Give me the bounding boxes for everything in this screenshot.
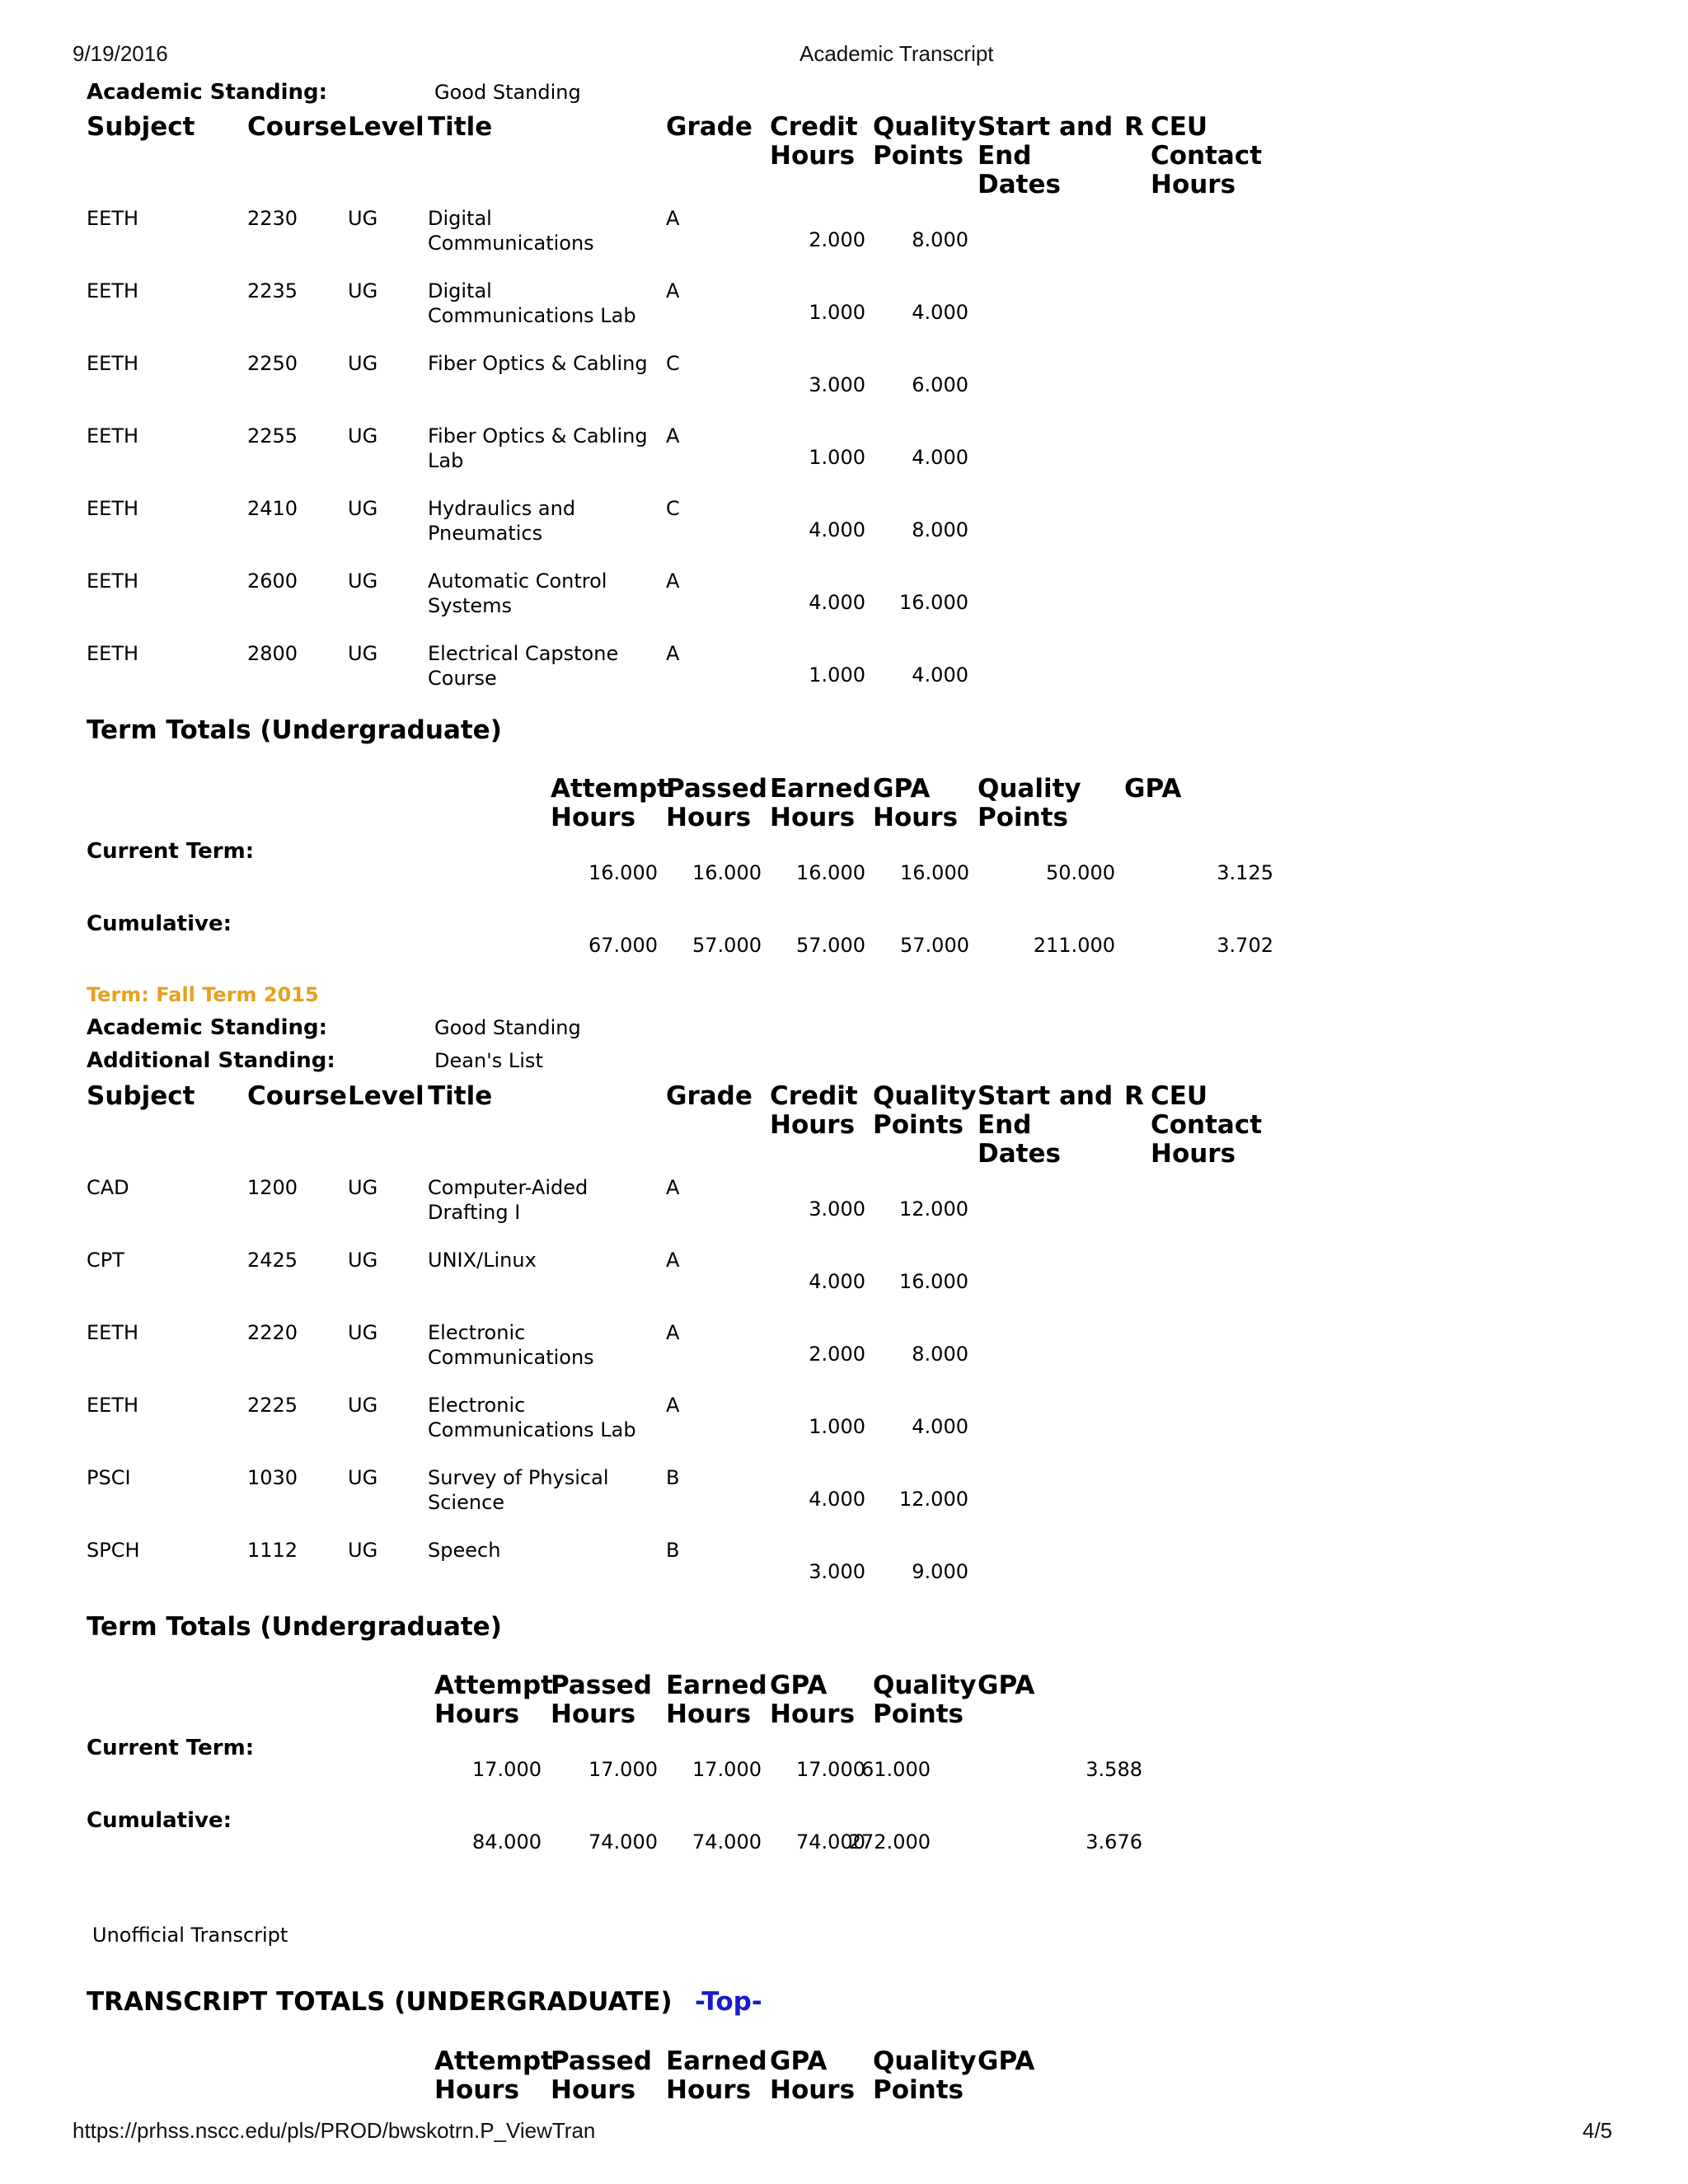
- course-credit-hours: 4.000: [809, 1270, 865, 1293]
- col-passed-hours: Passed Hours: [551, 2046, 652, 2105]
- passed-hours-value: 74.000: [588, 1830, 658, 1854]
- course-level: UG: [348, 1321, 378, 1344]
- course-level: UG: [348, 1466, 378, 1489]
- course-credit-hours: 1.000: [809, 663, 865, 687]
- course-title: Fiber Optics & Cabling: [428, 352, 648, 375]
- col-gpa: GPA: [1124, 774, 1182, 804]
- course-number: 2600: [247, 569, 298, 593]
- col-title: Title: [428, 112, 493, 142]
- course-quality-points: 4.000: [912, 301, 968, 324]
- course-subject: CAD: [87, 1176, 129, 1199]
- course-number: 2425: [247, 1249, 298, 1272]
- earned-hours-value: 74.000: [692, 1830, 762, 1854]
- term-totals-title: Term Totals (Undergraduate): [87, 715, 502, 745]
- attempt-hours-value: 67.000: [588, 934, 658, 957]
- col-level: Level: [348, 112, 424, 142]
- col-totals-quality-points: Quality Points: [873, 1671, 977, 1729]
- col-r: R: [1124, 112, 1144, 142]
- col-gpa: GPA: [978, 2046, 1035, 2076]
- course-credit-hours: 2.000: [809, 228, 865, 251]
- course-level: UG: [348, 497, 378, 520]
- col-grade: Grade: [666, 1081, 753, 1111]
- course-grade: A: [666, 424, 680, 448]
- col-dates: Start and End Dates: [978, 112, 1114, 199]
- print-date: 9/19/2016: [73, 41, 168, 66]
- course-title: Electronic Communications: [428, 1321, 594, 1369]
- course-number: 1030: [247, 1466, 298, 1489]
- gpa-value: 3.702: [1217, 934, 1273, 957]
- earned-hours-value: 17.000: [692, 1758, 762, 1781]
- course-quality-points: 8.000: [912, 1343, 968, 1366]
- course-credit-hours: 3.000: [809, 1560, 865, 1583]
- cumulative-label: Cumulative:: [87, 1808, 232, 1833]
- course-subject: EETH: [87, 642, 139, 665]
- course-subject: CPT: [87, 1249, 124, 1272]
- course-level: UG: [348, 207, 378, 230]
- col-gpa-hours: GPA Hours: [770, 1671, 856, 1729]
- quality-points-value: 211.000: [1033, 934, 1115, 957]
- course-grade: A: [666, 1176, 680, 1199]
- course-number: 2225: [247, 1394, 298, 1417]
- course-level: UG: [348, 1176, 378, 1199]
- course-credit-hours: 4.000: [809, 1488, 865, 1511]
- course-quality-points: 4.000: [912, 1415, 968, 1438]
- course-quality-points: 8.000: [912, 228, 968, 251]
- attempt-hours-value: 16.000: [588, 861, 658, 884]
- gpa-hours-value: 16.000: [900, 861, 969, 884]
- course-grade: A: [666, 569, 680, 593]
- course-title: Electrical Capstone Course: [428, 642, 619, 690]
- course-title: Digital Communications: [428, 207, 594, 255]
- course-quality-points: 8.000: [912, 518, 968, 541]
- course-grade: A: [666, 1394, 680, 1417]
- course-number: 1200: [247, 1176, 298, 1199]
- passed-hours-value: 16.000: [692, 861, 762, 884]
- course-level: UG: [348, 1394, 378, 1417]
- col-subject: Subject: [87, 112, 195, 142]
- col-totals-quality-points: Quality Points: [978, 774, 1081, 832]
- course-subject: EETH: [87, 1321, 139, 1344]
- course-number: 2230: [247, 207, 298, 230]
- course-number: 2235: [247, 279, 298, 302]
- course-number: 2250: [247, 352, 298, 375]
- earned-hours-value: 16.000: [796, 861, 865, 884]
- passed-hours-value: 57.000: [692, 934, 762, 957]
- course-level: UG: [348, 424, 378, 448]
- course-subject: EETH: [87, 352, 139, 375]
- course-subject: EETH: [87, 1394, 139, 1417]
- course-credit-hours: 1.000: [809, 446, 865, 469]
- print-url: https://prhss.nscc.edu/pls/PROD/bwskotrn.P_ViewTran: [73, 2118, 596, 2143]
- course-subject: EETH: [87, 207, 139, 230]
- course-level: UG: [348, 352, 378, 375]
- passed-hours-value: 17.000: [588, 1758, 658, 1781]
- unofficial-transcript-label: Unofficial Transcript: [92, 1924, 288, 1947]
- col-r: R: [1124, 1081, 1144, 1111]
- course-subject: SPCH: [87, 1539, 140, 1562]
- course-level: UG: [348, 279, 378, 302]
- col-grade: Grade: [666, 112, 753, 142]
- col-passed-hours: Passed Hours: [551, 1671, 652, 1729]
- quality-points-value: 61.000: [861, 1758, 931, 1781]
- course-grade: B: [666, 1539, 680, 1562]
- course-title: Speech: [428, 1539, 501, 1562]
- course-title: Automatic Control Systems: [428, 569, 607, 617]
- col-gpa-hours: GPA Hours: [873, 774, 959, 832]
- course-grade: C: [666, 497, 680, 520]
- course-subject: EETH: [87, 569, 139, 593]
- col-ceu: CEU Contact Hours: [1151, 112, 1263, 199]
- course-level: UG: [348, 1539, 378, 1562]
- col-course: Course: [247, 112, 347, 142]
- print-title: Academic Transcript: [799, 41, 994, 66]
- course-subject: EETH: [87, 424, 139, 448]
- course-title: Computer-Aided Drafting I: [428, 1176, 588, 1224]
- col-gpa: GPA: [978, 1671, 1035, 1700]
- course-title: Digital Communications Lab: [428, 279, 636, 327]
- col-credit-hours: Credit Hours: [770, 112, 858, 171]
- course-quality-points: 4.000: [912, 446, 968, 469]
- course-title: Fiber Optics & Cabling Lab: [428, 424, 648, 472]
- course-level: UG: [348, 569, 378, 593]
- col-earned-hours: Earned Hours: [666, 2046, 767, 2105]
- course-credit-hours: 1.000: [809, 301, 865, 324]
- course-credit-hours: 3.000: [809, 1197, 865, 1221]
- attempt-hours-value: 84.000: [472, 1830, 542, 1854]
- course-title: Electronic Communications Lab: [428, 1394, 636, 1441]
- course-number: 2410: [247, 497, 298, 520]
- course-grade: B: [666, 1466, 680, 1489]
- course-title: UNIX/Linux: [428, 1249, 537, 1272]
- course-number: 1112: [247, 1539, 298, 1562]
- gpa-value: 3.125: [1217, 861, 1273, 884]
- course-grade: C: [666, 352, 680, 375]
- course-number: 2220: [247, 1321, 298, 1344]
- course-grade: A: [666, 279, 680, 302]
- course-number: 2800: [247, 642, 298, 665]
- term-totals-title: Term Totals (Undergraduate): [87, 1612, 502, 1642]
- academic-standing-value: Good Standing: [434, 1016, 581, 1039]
- course-credit-hours: 2.000: [809, 1343, 865, 1366]
- course-title: Survey of Physical Science: [428, 1466, 609, 1514]
- course-level: UG: [348, 1249, 378, 1272]
- course-quality-points: 16.000: [899, 591, 968, 614]
- col-quality-points: Quality Points: [873, 1081, 977, 1140]
- current-term-label: Current Term:: [87, 1736, 255, 1760]
- additional-standing-value: Dean's List: [434, 1049, 543, 1072]
- top-link[interactable]: -Top-: [695, 1987, 762, 2017]
- course-quality-points: 12.000: [899, 1197, 968, 1221]
- course-quality-points: 12.000: [899, 1488, 968, 1511]
- gpa-hours-value: 74.000: [796, 1830, 865, 1854]
- course-grade: A: [666, 1249, 680, 1272]
- col-credit-hours: Credit Hours: [770, 1081, 858, 1140]
- col-dates: Start and End Dates: [978, 1081, 1114, 1169]
- col-totals-quality-points: Quality Points: [873, 2046, 977, 2105]
- course-subject: EETH: [87, 279, 139, 302]
- col-course: Course: [247, 1081, 347, 1111]
- col-subject: Subject: [87, 1081, 195, 1111]
- col-attempt-hours: Attempt Hours: [434, 1671, 553, 1729]
- course-title: Hydraulics and Pneumatics: [428, 497, 576, 545]
- course-credit-hours: 4.000: [809, 591, 865, 614]
- transcript-totals-title: TRANSCRIPT TOTALS (UNDERGRADUATE): [87, 1987, 673, 2017]
- course-subject: PSCI: [87, 1466, 131, 1489]
- course-grade: A: [666, 642, 680, 665]
- col-attempt-hours: Attempt Hours: [551, 774, 669, 832]
- earned-hours-value: 57.000: [796, 934, 865, 957]
- attempt-hours-value: 17.000: [472, 1758, 542, 1781]
- col-level: Level: [348, 1081, 424, 1111]
- academic-standing-value: Good Standing: [434, 81, 581, 104]
- quality-points-value: 272.000: [848, 1830, 931, 1854]
- gpa-value: 3.676: [1085, 1830, 1142, 1854]
- course-quality-points: 16.000: [899, 1270, 968, 1293]
- cumulative-label: Cumulative:: [87, 912, 232, 936]
- additional-standing-label: Additional Standing:: [87, 1048, 335, 1073]
- course-grade: A: [666, 207, 680, 230]
- col-quality-points: Quality Points: [873, 112, 977, 171]
- col-earned-hours: Earned Hours: [666, 1671, 767, 1729]
- course-credit-hours: 4.000: [809, 518, 865, 541]
- course-credit-hours: 1.000: [809, 1415, 865, 1438]
- col-attempt-hours: Attempt Hours: [434, 2046, 553, 2105]
- gpa-hours-value: 17.000: [796, 1758, 865, 1781]
- course-credit-hours: 3.000: [809, 373, 865, 396]
- term-title: Term: Fall Term 2015: [87, 983, 319, 1006]
- course-quality-points: 4.000: [912, 663, 968, 687]
- current-term-label: Current Term:: [87, 839, 255, 864]
- course-number: 2255: [247, 424, 298, 448]
- col-title: Title: [428, 1081, 493, 1111]
- page-number: 4/5: [1582, 2118, 1613, 2143]
- gpa-hours-value: 57.000: [900, 934, 969, 957]
- col-earned-hours: Earned Hours: [770, 774, 871, 832]
- course-quality-points: 6.000: [912, 373, 968, 396]
- course-subject: EETH: [87, 497, 139, 520]
- course-grade: A: [666, 1321, 680, 1344]
- course-level: UG: [348, 642, 378, 665]
- academic-standing-label: Academic Standing:: [87, 80, 328, 105]
- academic-standing-label: Academic Standing:: [87, 1015, 328, 1040]
- col-ceu: CEU Contact Hours: [1151, 1081, 1263, 1169]
- col-gpa-hours: GPA Hours: [770, 2046, 856, 2105]
- gpa-value: 3.588: [1085, 1758, 1142, 1781]
- course-quality-points: 9.000: [912, 1560, 968, 1583]
- col-passed-hours: Passed Hours: [666, 774, 767, 832]
- quality-points-value: 50.000: [1046, 861, 1115, 884]
